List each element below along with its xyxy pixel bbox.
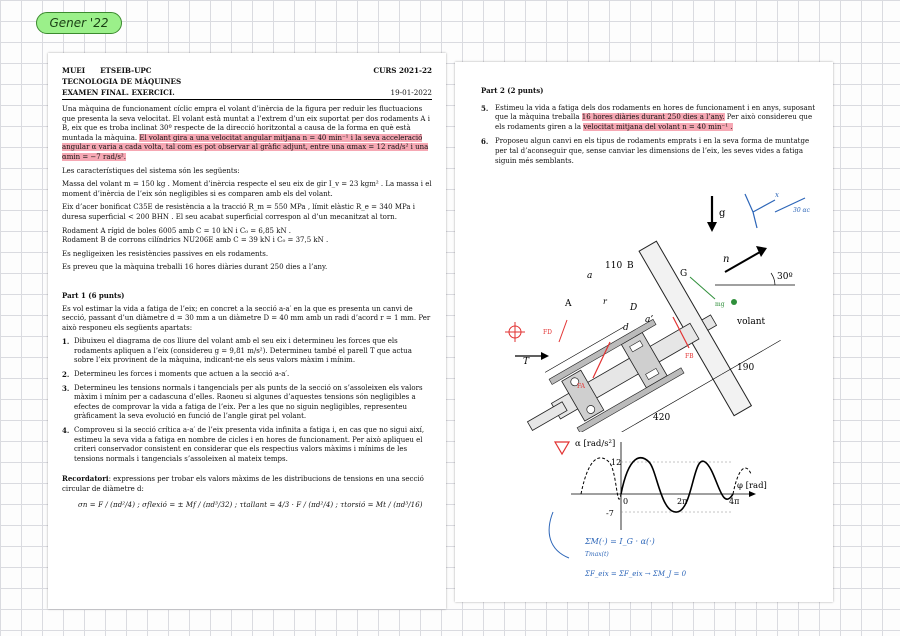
label-g: g bbox=[719, 208, 726, 219]
label-G: G bbox=[680, 269, 688, 279]
header-course: CURS 2021-22 bbox=[373, 66, 432, 75]
neglect-line: Es negligeixen les resistències passives en els rodaments. bbox=[62, 249, 269, 258]
header-rule bbox=[62, 99, 432, 100]
note-forces: ΣF_eix = ΣF_eix → ΣM_J = 0 bbox=[585, 570, 687, 578]
label-B: B bbox=[627, 261, 634, 271]
reminder-text: : expressions per trobar els valors màxims de les distribucions de tensions en una secció circular de diàmetre d: bbox=[62, 475, 424, 493]
graph-ylabel: α [rad/s²] bbox=[575, 439, 616, 449]
note-fb: FB bbox=[685, 353, 694, 360]
exam-page-1 bbox=[48, 53, 446, 609]
characteristics-heading: Les característiques del sistema són les següents: bbox=[62, 166, 240, 175]
part1-intro: Es vol estimar la vida a fatiga de l’eix; en concret a la secció a-a′ en la que es presenta un canvi de secció, passant d’un diàmetre d = 30 mm a un diàmetre D = 40 mm amb un radi d’acord r = 1 mm. Per això responeu els següents apartats: bbox=[62, 304, 431, 332]
flywheel-shaft-figure bbox=[475, 182, 815, 432]
header-line-3 bbox=[62, 87, 432, 98]
mass-paragraph: Massa del volant m = 150 kg . Moment d’inèrcia respecte el seu eix de gir I_v = 23 kgm² . La massa i el moment d’inèrcia de l’eix són negligibles si es comparen amb els del volant. bbox=[62, 180, 432, 198]
question-4: 4. Comproveu si la secció crítica a-a′ de l’eix presenta vida infinita a fatiga i, en cas que no sigui així, estimeu la seva vida a fatiga en nombre de cicles i en hores de funcionament. Per això apliqueu el criteri conservador consistent en considerar que els respectius valors màxims i mínims de les tensions normals i tangencials s’assoleixen al mateix temps. bbox=[62, 426, 425, 463]
reminder bbox=[62, 474, 432, 494]
graph-x4pi: 4π bbox=[729, 497, 740, 506]
part2-title: Part 2 (2 punts) bbox=[481, 86, 544, 95]
intro-highlight: El volant gira a una velocitat angular mitjana n = 40 min⁻¹ i la seva acceleració angular α varia a cada volta, tal com es pot observar al gràfic adjunt, entre una αmax = 12 rad/s² i una αmin = −7 rad/s². bbox=[62, 133, 429, 161]
exam-page-2 bbox=[455, 62, 833, 602]
bearing-b-line: Rodament B de corrons cilíndrics NU206E amb C = 39 kN i C₀ = 37,5 kN . bbox=[62, 236, 329, 245]
dim-420: 420 bbox=[653, 413, 671, 423]
graph-x0: 0 bbox=[623, 497, 629, 506]
intro-text: Una màquina de funcionament cíclic empra el volant d’inèrcia de la figura per reduir les fluctuacions que presenta la seva velocitat. El volant està muntat a l’extrem d’un eix suportat per dos rodaments A i B, eix que es troba inclinat 30º respecte de la direcció horitzontal a causa de la forma en què està muntada la màquina. bbox=[62, 105, 430, 142]
note-mg: mg bbox=[715, 301, 725, 308]
reminder-label: Recordatori bbox=[62, 474, 109, 484]
graph-xlabel: φ [rad] bbox=[737, 481, 767, 491]
label-D: D bbox=[630, 303, 638, 313]
label-a: a bbox=[587, 271, 593, 281]
axis-x: x bbox=[775, 191, 779, 199]
dim-190: 190 bbox=[737, 363, 755, 373]
note-tmax: Tmax(t) bbox=[585, 551, 609, 558]
graph-ymin: -7 bbox=[606, 509, 614, 518]
steel-paragraph: Eix d’acer bonificat C35E de resistència a la tracció R_m = 550 MPa , límit elàstic R_e = 340 MPa i duresa superficial < 200 BHN . El seu acabat superficial correspon al d’un mecanitzat al torn. bbox=[62, 203, 416, 221]
header-school: MUEI ETSEIB-UPC bbox=[62, 66, 152, 75]
label-A: A bbox=[565, 299, 572, 309]
header-exam: EXAMEN FINAL. EXERCICI. bbox=[62, 88, 175, 97]
label-angle: 30º bbox=[777, 272, 793, 282]
part2-questions bbox=[481, 104, 821, 167]
question-2: 2. Determineu les forces i moments que actuen a la secció a-a′. bbox=[62, 370, 290, 380]
intro-paragraph bbox=[62, 105, 432, 163]
note-fd: FD bbox=[543, 329, 552, 336]
header-date: 19-01-2022 bbox=[390, 88, 432, 97]
label-d: d bbox=[623, 323, 629, 333]
q5-highlight-speed: velocitat mitjana del volant n = 40 min⁻¹ . bbox=[583, 122, 733, 131]
label-a-prime: a’ bbox=[645, 315, 654, 325]
handwritten-notes bbox=[545, 502, 805, 582]
question-3: 3. Determineu les tensions normals i tangencials per als punts de la secció on s’assoleixen els valors màxim i mínim per a cadascuna d’elles. Raoneu si algunes d’aquestes tensions són negligibles a efectes de comprovar la vida a fatiga de l’eix. Per a les que no siguin negligibles, representeu gràficament la seva evolució en funció de l’angle girat pel volant. bbox=[62, 383, 423, 421]
bearing-a-line: Rodament A rígid de boles 6005 amb C = 10 kN i C₀ = 6,85 kN . bbox=[62, 226, 292, 235]
header-subject: TECNOLOGIA DE MÀQUINES bbox=[62, 77, 182, 86]
header-line-1 bbox=[62, 65, 432, 76]
label-n: n bbox=[723, 254, 730, 265]
label-r: r bbox=[603, 297, 607, 306]
stress-formulas: σn = F / (πd²/4) ; σflexió = ± Mf / (πd³/32) ; τtallant = 4/3 · F / (πd²/4) ; τtorsió = Mt / (πd³/16) bbox=[78, 500, 423, 509]
hours-line: Es preveu que la màquina treballi 16 hores diàries durant 250 dies a l’any. bbox=[62, 263, 328, 272]
note-moment: ΣM(·) = I_G · α(·) bbox=[585, 537, 655, 546]
dim-110: 110 bbox=[605, 261, 623, 271]
question-5: 5. Estimeu la vida a fatiga dels dos rodaments en hores de funcionament i en anys, suposant que la màquina treballa 16 hores diàries durant 250 dies a l’any. Per això considereu que els rodaments giren a la velocitat mitjana del volant n = 40 min⁻¹ . bbox=[481, 103, 816, 131]
note-fa: FA bbox=[577, 383, 585, 390]
graph-ymax: 12 bbox=[611, 458, 622, 467]
part1-title: Part 1 (6 punts) bbox=[62, 290, 125, 300]
q5-highlight-hours: 16 hores diàries durant 250 dies a l’any. bbox=[581, 113, 725, 122]
graph-x2pi: 2π bbox=[677, 497, 688, 506]
question-6: 6. Proposeu algun canvi en els tipus de rodaments emprats i en la seva forma de muntatge per tal d’aconseguir que, sense canviar les dimensions de l’eix, les seves vides a fatiga siguin més semblants. bbox=[481, 137, 810, 165]
note-angle: 30 αc bbox=[793, 207, 810, 214]
label-volant: volant bbox=[737, 317, 766, 327]
part1-questions bbox=[62, 337, 432, 464]
question-1: 1. Dibuixeu el diagrama de cos lliure del volant amb el seu eix i determineu les forces que els rodaments apliquen a l’eix (considereu g = 9,81 m/s²). Determineu també el parell T que actua sobre l’eix provinent de la màquina, indicant-ne els seus valors màxim i mínim. bbox=[62, 337, 412, 365]
sticky-note-label: Gener '22 bbox=[36, 12, 122, 34]
label-T: T bbox=[523, 357, 530, 367]
